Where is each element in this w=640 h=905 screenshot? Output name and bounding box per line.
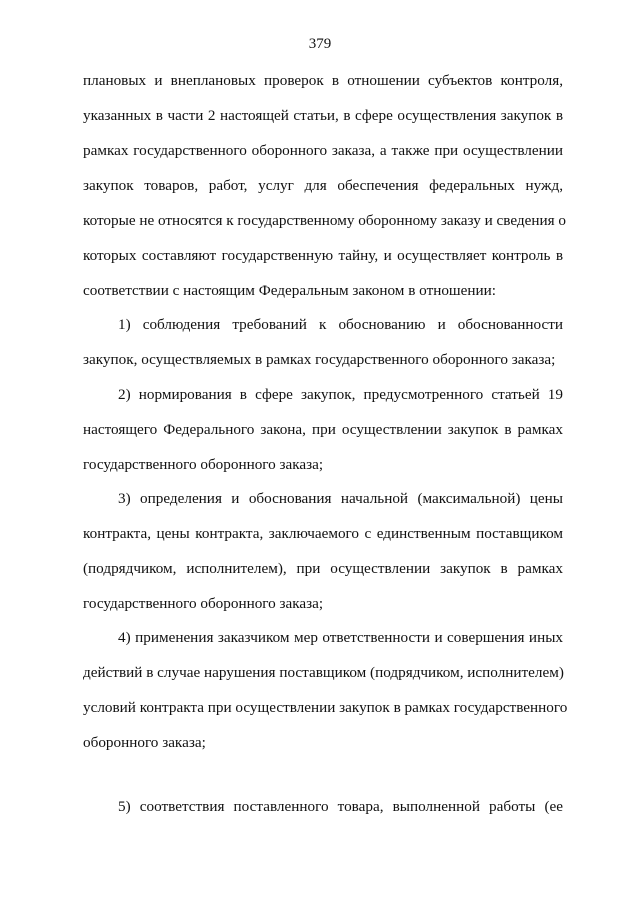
text-line: рамках государственного оборонного заказа, а также при осуществлении — [83, 142, 563, 159]
text-line: которые не относятся к государственному оборонному заказу и сведения о — [83, 212, 566, 229]
text-line: плановых и внеплановых проверок в отношении субъектов контроля, — [83, 72, 563, 89]
text-line: соответствии с настоящим Федеральным законом в отношении: — [83, 282, 496, 299]
list-item-5-line: 5) соответствия поставленного товара, выполненной работы (ее — [118, 798, 563, 815]
text-line: указанных в части 2 настоящей статьи, в сфере осуществления закупок в — [83, 107, 563, 124]
list-item-4-line: 4) применения заказчиком мер ответственности и совершения иных — [118, 629, 563, 646]
text-line: контракта, цены контракта, заключаемого с единственным поставщиком — [83, 525, 563, 542]
list-item-2-line: 2) нормирования в сфере закупок, предусмотренного статьей 19 — [118, 386, 563, 403]
page-number: 379 — [308, 36, 332, 52]
text-line: которых составляют государственную тайну, и осуществляет контроль в — [83, 247, 563, 264]
list-item-1-line: 1) соблюдения требований к обоснованию и обоснованности — [118, 316, 563, 333]
text-line: государственного оборонного заказа; — [83, 456, 324, 473]
text-line: закупок, осуществляемых в рамках государственного оборонного заказа; — [83, 351, 556, 368]
text-line: закупок товаров, работ, услуг для обеспечения федеральных нужд, — [83, 177, 563, 194]
text-line: настоящего Федерального закона, при осуществлении закупок в рамках — [83, 421, 563, 438]
text-line: условий контракта при осуществлении закупок в рамках государственного — [83, 699, 568, 716]
text-line: оборонного заказа; — [83, 734, 206, 751]
text-line: (подрядчиком, исполнителем), при осуществлении закупок в рамках — [83, 560, 563, 577]
text-line: действий в случае нарушения поставщиком (подрядчиком, исполнителем) — [83, 664, 564, 681]
text-line: государственного оборонного заказа; — [83, 595, 324, 612]
list-item-3-line: 3) определения и обоснования начальной (максимальной) цены — [118, 490, 563, 507]
